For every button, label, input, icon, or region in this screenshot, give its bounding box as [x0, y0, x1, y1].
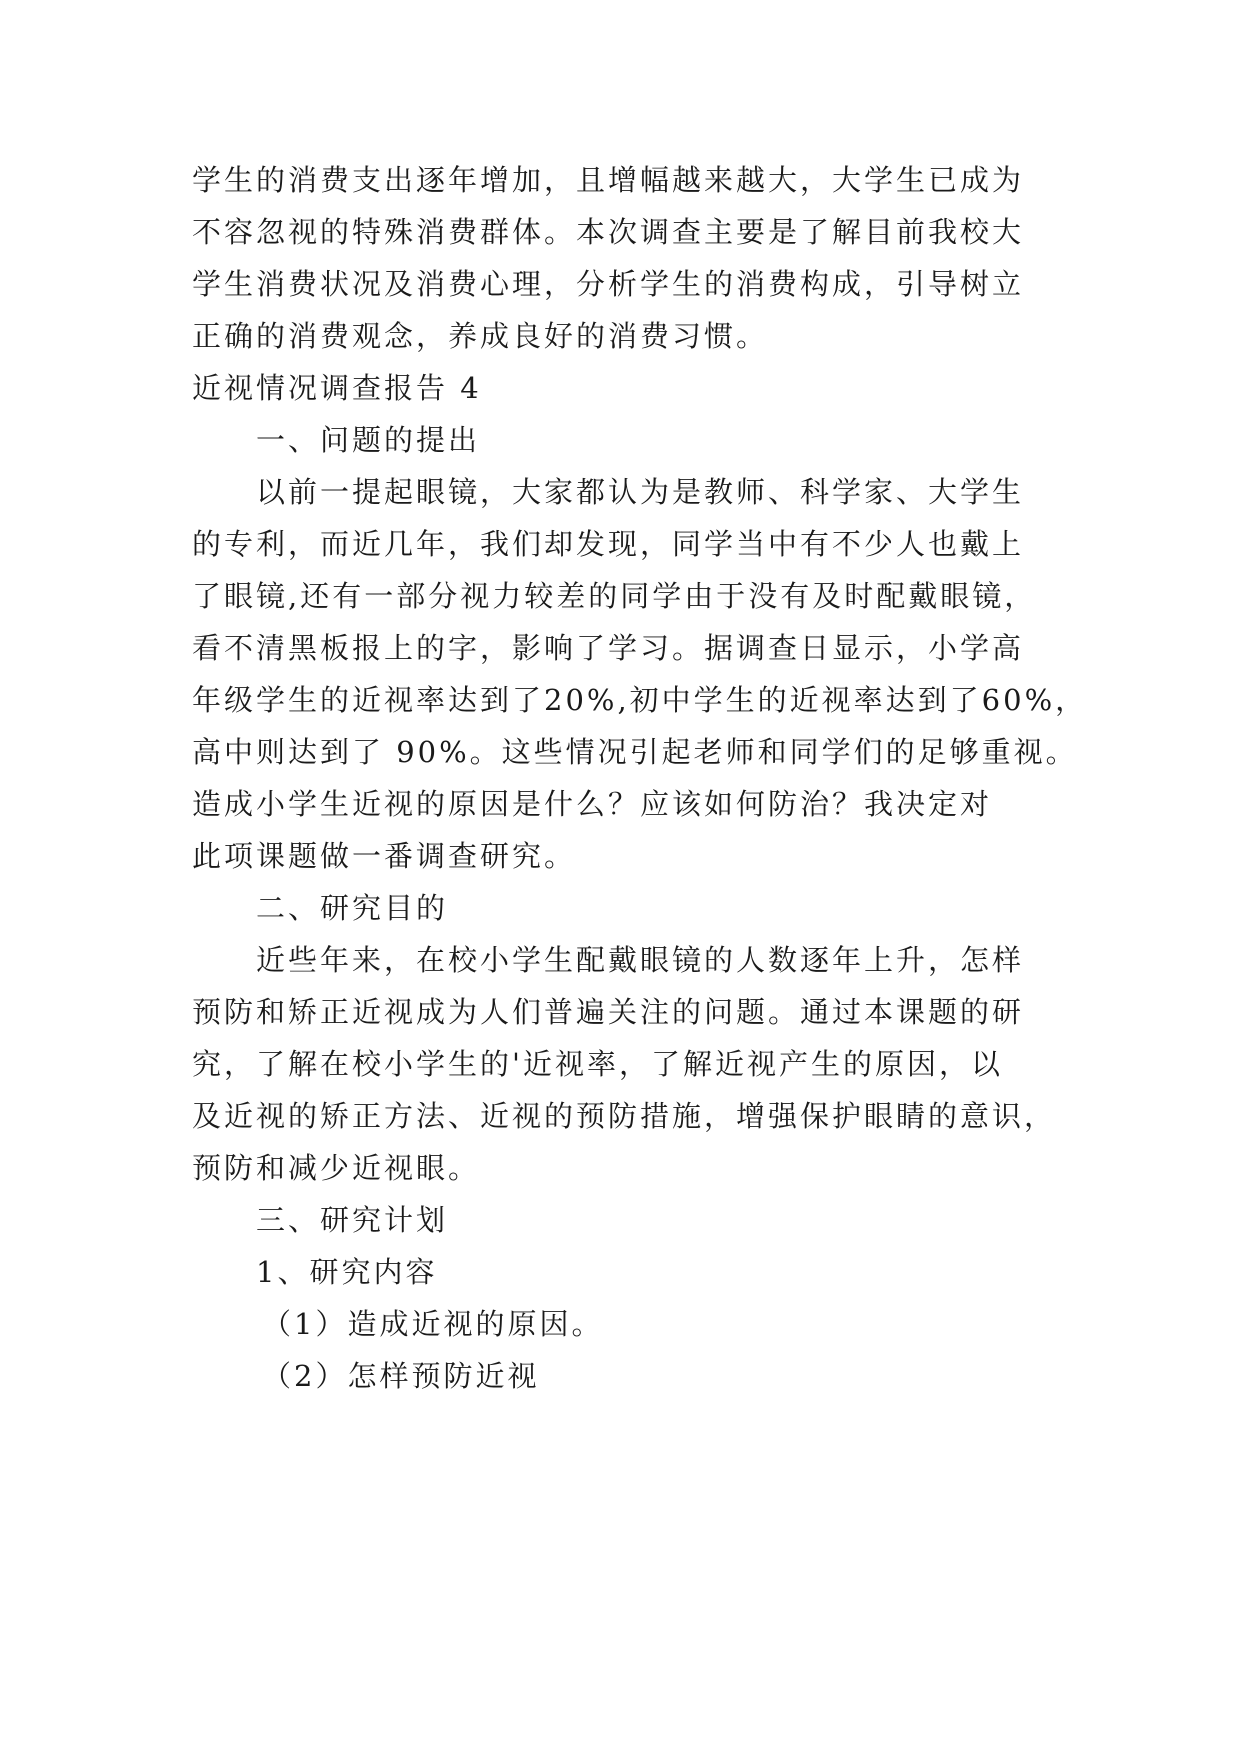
paragraph-line: 的专利，而近几年，我们却发现，同学当中有不少人也戴上 — [192, 527, 1025, 561]
subsection-heading: 1、研究内容 — [256, 1255, 438, 1289]
paragraph-line: 此项课题做一番调查研究。 — [192, 839, 577, 873]
paragraph-line: 以前一提起眼镜，大家都认为是教师、科学家、大学生 — [256, 475, 1025, 509]
paragraph-line: 预防和减少近视眼。 — [192, 1151, 481, 1185]
paragraph-line: 预防和矫正近视成为人们普遍关注的问题。通过本课题的研 — [192, 995, 1025, 1029]
paragraph-line: 究，了解在校小学生的'近视率，了解近视产生的原因，以 — [192, 1047, 1003, 1081]
paragraph-line: 看不清黑板报上的字，影响了学习。据调查日显示，小学高 — [192, 631, 1025, 665]
paragraph-line: 近些年来，在校小学生配戴眼镜的人数逐年上升，怎样 — [256, 943, 1025, 977]
paragraph-line: 学生消费状况及消费心理，分析学生的消费构成，引导树立 — [192, 267, 1025, 301]
list-item: （2）怎样预防近视 — [262, 1359, 540, 1393]
paragraph-line: 正确的消费观念，养成良好的消费习惯。 — [192, 319, 769, 353]
paragraph-line: 了眼镜,还有一部分视力较差的同学由于没有及时配戴眼镜， — [192, 579, 1037, 613]
paragraph-line: 及近视的矫正方法、近视的预防措施，增强保护眼睛的意识， — [192, 1099, 1057, 1133]
section-heading: 一、问题的提出 — [256, 423, 481, 457]
paragraph-line: 不容忽视的特殊消费群体。本次调查主要是了解目前我校大 — [192, 215, 1025, 249]
report-title: 近视情况调查报告 4 — [192, 371, 482, 405]
section-heading: 二、研究目的 — [256, 891, 449, 925]
paragraph-line: 造成小学生近视的原因是什么？应该如何防治？我决定对 — [192, 787, 993, 821]
section-heading: 三、研究计划 — [256, 1203, 449, 1237]
paragraph-line: 学生的消费支出逐年增加，且增幅越来越大，大学生已成为 — [192, 163, 1025, 197]
paragraph-line: 年级学生的近视率达到了20%,初中学生的近视率达到了60%， — [192, 683, 1088, 717]
list-item: （1）造成近视的原因。 — [262, 1307, 604, 1341]
paragraph-line: 高中则达到了 90%。这些情况引起老师和同学们的足够重视。 — [192, 735, 1078, 769]
